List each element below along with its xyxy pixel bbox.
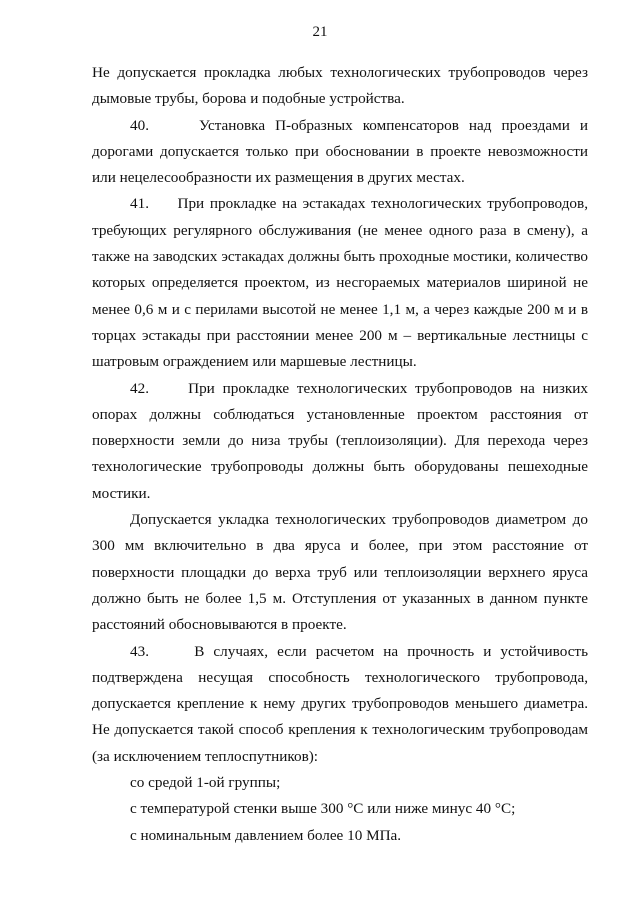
paragraph-41: 41. При прокладке на эстакадах технологических трубопроводов, требующих регулярного обслуживания (не менее одного раза в смену), а также на заводских эстакадах должны быть проходные мостики, количество которых определяется проектом, из несгораемых материалов шириной не менее 0,6 м и с перилами высотой не менее 1,1 м, а через каждые 200 м и в торцах эстакады при расстоянии менее 200 м – вертикальные лестницы с шатровым ограждением или маршевые лестницы. — [92, 195, 588, 371]
paragraph-intro: Не допускается прокладка любых технологических трубопроводов через дымовые трубы, борова и подобные устройства. — [92, 64, 588, 108]
list-item: с номинальным давлением более 10 МПа. — [130, 826, 402, 844]
page-number: 21 — [312, 24, 328, 40]
paragraph-40: 40. Установка П-образных компенсаторов над проездами и дорогами допускается только при обосновании в проекте невозможности или нецелесообразности их размещения в других местах. — [92, 116, 588, 187]
paragraph-42-continued: Допускается укладка технологических трубопроводов диаметром до 300 мм включительно в два яруса и более, при этом расстояние от поверхности площадки до верха труб или теплоизоляции верхнего яруса должно быть не более 1,5 м. Отступления от указанных в данном пункте расстояний обосновываются в проекте. — [92, 511, 588, 634]
paragraph-43: 43. В случаях, если расчетом на прочность и устойчивость подтверждена несущая способность технологического трубопровода, допускается крепление к нему других трубопроводов меньшего диаметра. Не допускается такой способ крепления к технологическим трубопроводам (за исключением теплоспутников): — [92, 642, 588, 765]
paragraph-42: 42. При прокладке технологических трубопроводов на низких опорах должны соблюдаться установленные проектом расстояния от поверхности земли до низа трубы (теплоизоляции). Для перехода через технологические трубопроводы должны быть оборудованы пешеходные мостики. — [92, 379, 588, 502]
document-body — [92, 60, 588, 849]
list-item: с температурой стенки выше 300 °С или ниже минус 40 °С; — [130, 800, 516, 818]
list-item: со средой 1-ой группы; — [130, 774, 281, 792]
